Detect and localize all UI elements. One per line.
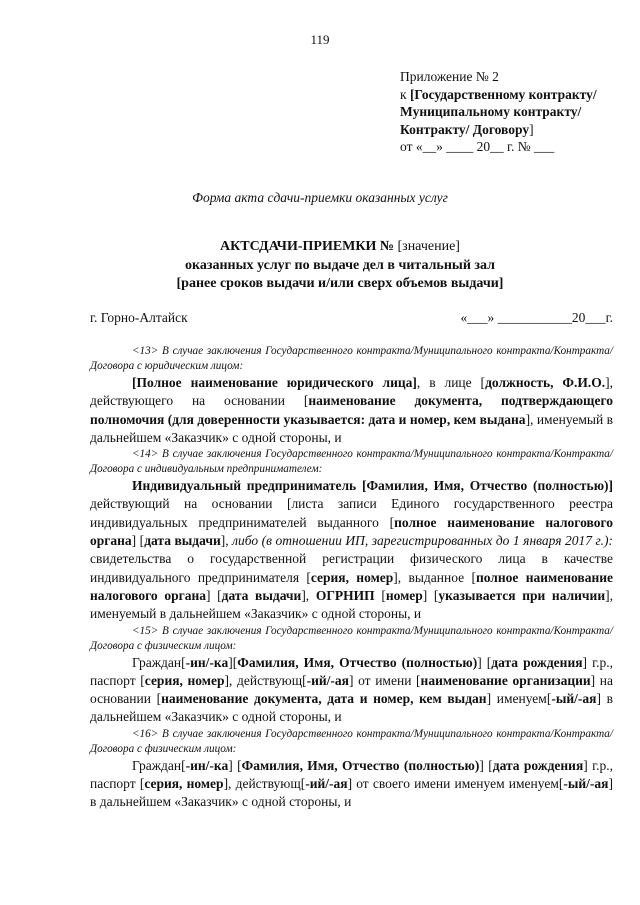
city-name: г. Горно-Алтайск xyxy=(90,310,188,325)
paragraph-run: Граждан[ xyxy=(132,654,186,670)
paragraph-run: дата выдачи xyxy=(144,533,221,549)
paragraph-run: ] на основании [ xyxy=(90,672,613,707)
paragraph-run: номер xyxy=(385,587,423,603)
paragraph-run: ] [ xyxy=(228,757,242,773)
paragraph-run: -ый/-ая xyxy=(563,776,609,792)
paragraph-individual-entrepreneur xyxy=(90,477,613,623)
paragraph-run: Граждан[ xyxy=(132,757,186,773)
paragraph-run: действующий на основании [листа записи Единого государственного реестра индивидуальных предпринимателей выданного [ xyxy=(90,496,613,530)
paragraph-run: Фамилия, Имя, Отчество (полностью) xyxy=(241,757,480,773)
act-title-line1 xyxy=(60,238,620,257)
act-title xyxy=(60,238,620,294)
appendix-date-line: от «__» ____ 20__ г. № ___ xyxy=(400,139,555,154)
paragraph-legal-entity xyxy=(90,374,613,447)
paragraph-run: ], xyxy=(220,533,233,549)
paragraph-run: ], именуемый в дальнейшем «Заказчик» с одной стороны, и xyxy=(90,587,613,622)
paragraph-run: дата рождения xyxy=(492,757,584,773)
paragraph-run: наименование организации xyxy=(420,672,591,688)
paragraph-run: -ин/-ка xyxy=(185,654,229,670)
paragraph-run: -ый/-ая xyxy=(551,691,597,707)
act-title-line2: оказанных услуг по выдаче дел в читальный зал xyxy=(185,257,495,273)
paragraph-run: ] г.р., паспорт [ xyxy=(90,654,613,688)
paragraph-run: Индивидуальный предприниматель [Фамилия, Имя, Отчество (полностью)] xyxy=(132,478,613,494)
paragraph-run: Фамилия, Имя, Отчество (полностью) xyxy=(237,654,478,670)
paragraph-run: ОГРНИП xyxy=(315,587,375,603)
paragraph-citizen-representative xyxy=(90,654,613,727)
paragraph-run: дата выдачи xyxy=(221,587,302,603)
paragraph-run: ], выданное [ xyxy=(393,569,476,585)
paragraph-run: наименование документа, дата и номер, кем выдан xyxy=(161,691,487,707)
paragraph-run: ] [ xyxy=(205,587,222,603)
paragraph-run: ] г.р., паспорт [ xyxy=(90,757,614,792)
paragraph-run: -ий/-ая xyxy=(306,672,349,688)
paragraph-run: указывается при наличии xyxy=(438,587,606,603)
appendix-k: к xyxy=(400,86,410,102)
date-placeholder: «___» ___________20___г. xyxy=(460,310,613,325)
paragraph-run: [Полное наименование юридического лица] xyxy=(132,375,417,390)
paragraph-run: -ий/-ая xyxy=(305,776,348,792)
paragraph-run: ], действующ[ xyxy=(223,776,306,792)
paragraph-run: полное наименование налогового органа xyxy=(90,514,613,549)
appendix-contract-types xyxy=(400,86,615,139)
act-title-line3: [ранее сроков выдачи и/или сверх объемов выдачи] xyxy=(176,276,504,291)
city-date-row xyxy=(90,310,613,326)
paragraph-run: ] именуем[ xyxy=(486,691,552,707)
paragraph-run: [ xyxy=(374,587,386,603)
paragraph-run: дата рождения xyxy=(491,654,583,670)
paragraph-run: , в лице [ xyxy=(416,375,486,390)
footnote-15: <15> В случае заключения Государственного контракта/Муниципального контракта/Контракта/Договора с физическим лицом: xyxy=(90,624,613,652)
paragraph-run: ] от имени [ xyxy=(348,672,421,688)
paragraph-run: ] [ xyxy=(422,587,439,603)
paragraph-run: либо (в отношении ИП, зарегистрированных до 1 января 2017 г.): xyxy=(232,533,613,549)
paragraph-run: ], xyxy=(301,587,316,603)
appendix-close-bracket: ] xyxy=(529,121,534,137)
appendix-contract-names: [Государственному контракту/Муниципальному контракту/Контракту/ Договору xyxy=(400,86,597,137)
paragraph-run: наименование документа, подтверждающего полномочия (для доверенности указывается: дата и номер, кем выдана xyxy=(90,393,613,427)
paragraph-run: полное наименование налогового органа xyxy=(90,569,613,603)
form-caption: Форма акта сдачи-приемки оказанных услуг xyxy=(192,190,448,205)
appendix-line: Приложение № 2 xyxy=(400,69,499,84)
paragraph-run: ] от своего имени именуем именуем[ xyxy=(347,776,564,792)
paragraph-run: ], действующ[ xyxy=(224,672,307,688)
paragraph-run: должность, Ф.И.О. xyxy=(485,375,606,390)
paragraph-run: свидетельства о государственной регистрации физического лица в качестве индивидуального предпринимателя [ xyxy=(90,551,613,585)
paragraph-run: серия, номер xyxy=(144,672,225,688)
appendix-header xyxy=(400,68,615,156)
paragraph-run: серия, номер xyxy=(144,776,224,792)
footnote-16: <16> В случае заключения Государственного контракта/Муниципального контракта/Контракта/Договора с физическим лицом: xyxy=(90,727,613,755)
paragraph-run: серия, номер xyxy=(310,569,394,585)
paragraph-run: ] в дальнейшем «Заказчик» с одной стороны, и xyxy=(90,691,613,725)
paragraph-run: ] [ xyxy=(479,757,493,773)
paragraph-citizen-own-behalf xyxy=(90,757,613,812)
paragraph-run: -ин/-ка xyxy=(185,757,229,773)
paragraph-run: ] в дальнейшем «Заказчик» с одной стороны, и xyxy=(90,776,613,810)
footnote-13: <13> В случае заключения Государственного контракта/Муниципального контракта/Контракта/Договора с юридическим лицом: xyxy=(90,345,613,372)
paragraph-run: ][ xyxy=(228,654,238,670)
paragraph-run: ], действующего на основании [ xyxy=(90,375,613,409)
paragraph-run: ], именуемый в дальнейшем «Заказчик» с одной стороны, и xyxy=(90,411,613,445)
act-title-number-label: АКТСДАЧИ-ПРИЕМКИ № xyxy=(220,239,394,254)
footnote-14: <14> В случае заключения Государственного контракта/Муниципального контракта/Контракта/Договора с индивидуальным предпринимателем: xyxy=(90,448,613,476)
page-number: 119 xyxy=(310,32,330,47)
paragraph-run: ] [ xyxy=(477,654,492,670)
act-title-number-value: [значение] xyxy=(394,239,460,254)
document-body xyxy=(90,344,613,812)
paragraph-run: ] [ xyxy=(131,533,145,549)
